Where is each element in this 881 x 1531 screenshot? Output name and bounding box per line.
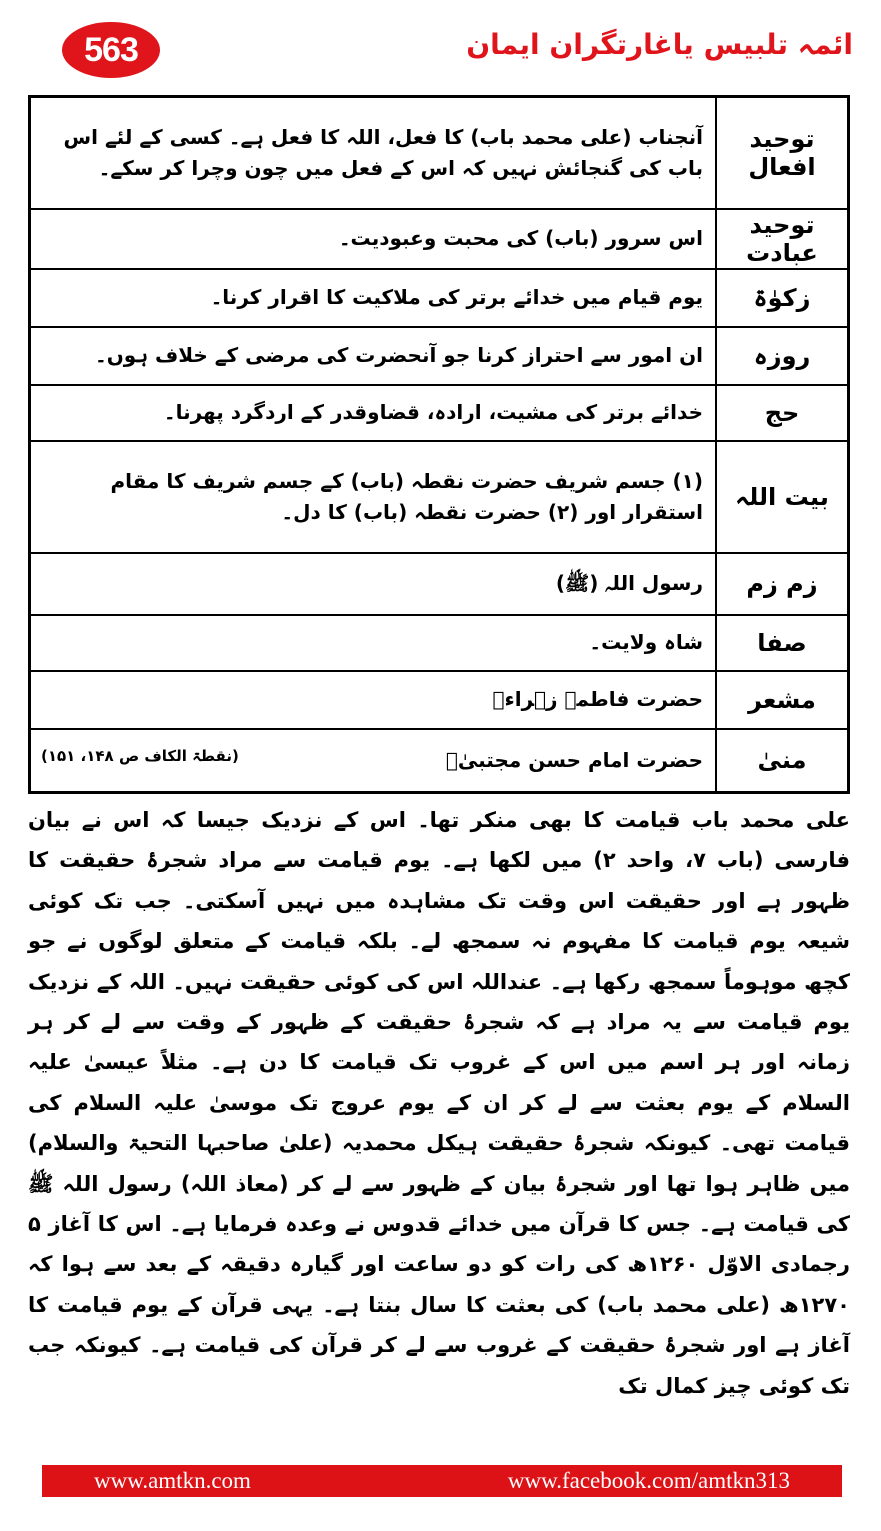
table-row xyxy=(30,441,849,553)
term-cell: منیٰ xyxy=(716,729,849,793)
definition-cell: (۱) جسم شریف حضرت نقطہ (باب) کے جسم شریف کا مقام استقرار اور (۲) حضرت نقطہ (باب) کا دل۔ xyxy=(30,441,717,553)
definition-cell: شاہ ولایت۔ xyxy=(30,615,717,671)
citation-reference: (نقطۃ الکاف ص ۱۴۸، ۱۵۱) xyxy=(41,746,239,765)
term-cell: صفا xyxy=(716,615,849,671)
footer-bar xyxy=(42,1465,842,1497)
page-number-badge: 563 xyxy=(62,22,160,78)
table-row xyxy=(30,327,849,385)
term-cell: حج xyxy=(716,385,849,441)
website-link[interactable]: www.amtkn.com xyxy=(94,1468,251,1493)
definition-text: حضرت امام حسن مجتبیٰؓ xyxy=(445,747,703,772)
definition-cell: خدائے برتر کی مشیت، ارادہ، قضاوقدر کے اردگرد پھرنا۔ xyxy=(30,385,717,441)
table-row xyxy=(30,269,849,327)
term-cell: توحید عبادت xyxy=(716,209,849,269)
table-row xyxy=(30,729,849,793)
table-row xyxy=(30,615,849,671)
term-cell: بیت اللہ xyxy=(716,441,849,553)
term-cell: توحید افعال xyxy=(716,97,849,209)
term-cell: روزہ xyxy=(716,327,849,385)
facebook-link[interactable]: www.facebook.com/amtkn313 xyxy=(507,1468,790,1493)
table-row xyxy=(30,553,849,615)
table-row xyxy=(30,209,849,269)
definition-cell xyxy=(30,729,717,793)
term-cell: زم زم xyxy=(716,553,849,615)
term-cell: مشعر xyxy=(716,671,849,729)
definition-cell: یوم قیام میں خدائے برتر کی ملاکیت کا اقرار کرنا۔ xyxy=(30,269,717,327)
table-row xyxy=(30,671,849,729)
definition-cell: آنجناب (علی محمد باب) کا فعل، اللہ کا فعل ہے۔ کسی کے لئے اس باب کی گنجائش نہیں کہ اس کے فعل میں چون وچرا کر سکے۔ xyxy=(30,97,717,209)
body-paragraph: علی محمد باب قیامت کا بھی منکر تھا۔ اس کے نزدیک جیسا کہ اس نے بیان فارسی (باب ۷، واحد ۲) میں لکھا ہے۔ یوم قیامت سے مراد شجرۂ حقیقت کا ظہور ہے اور حقیقت اس وقت تک مشاہدہ میں نہیں آسکتی۔ جب تک کوئی شیعہ یوم قیامت کا مفہوم نہ سمجھ لے۔ بلکہ قیامت کے متعلق لوگوں نے جو کچھ موہوماً سمجھ رکھا ہے۔ عنداللہ اس کی کوئی حقیقت نہیں۔ اللہ کے نزدیک یوم قیامت سے یہ مراد ہے کہ شجرۂ حقیقت کے ظہور کے وقت سے لے کر ہر زمانہ اور ہر اسم میں اس کے غروب تک قیامت کا دن ہے۔ مثلاً عیسیٰ علیہ السلام کے یوم بعثت سے لے کر ان کے یوم عروج تک موسیٰ علیہ السلام کی قیامت تھی۔ کیونکہ شجرۂ حقیقت ہیکل محمدیہ (علیٰ صاحبہا التحیۃ والسلام) میں ظاہر ہوا تھا اور شجرۂ بیان کے ظہور سے لے کر (معاذ اللہ) رسول اللہ ﷺ کی قیامت ہے۔ جس کا قرآن میں خدائے قدوس نے وعدہ فرمایا ہے۔ اس کا آغاز ۵ رجمادی الاوّل ۱۲۶۰ھ کی رات کو دو ساعت اور گیارہ دقیقہ کے بعد سے ہوا کہ ۱۲۷۰ھ (علی محمد باب) کی بعثت کا سال بنتا ہے۔ یہی قرآن کے یوم قیامت کا آغاز ہے اور شجرۂ حقیقت کے غروب سے لے کر قرآن کی قیامت ہے۔ کیونکہ جب تک کوئی چیز کمال تک xyxy=(28,808,851,1398)
definition-cell: رسول اللہ (ﷺ) xyxy=(30,553,717,615)
definition-cell: حضرت فاطمہ زہراءؓ xyxy=(30,671,717,729)
book-title: ائمہ تلبیس یاغارتگران ایمان xyxy=(466,28,853,61)
term-cell: زکوٰۃ xyxy=(716,269,849,327)
definition-cell: ان امور سے احتراز کرنا جو آنحضرت کی مرضی کے خلاف ہوں۔ xyxy=(30,327,717,385)
beliefs-table xyxy=(28,95,850,794)
table-row xyxy=(30,97,849,209)
table-row xyxy=(30,385,849,441)
definition-cell: اس سرور (باب) کی محبت وعبودیت۔ xyxy=(30,209,717,269)
